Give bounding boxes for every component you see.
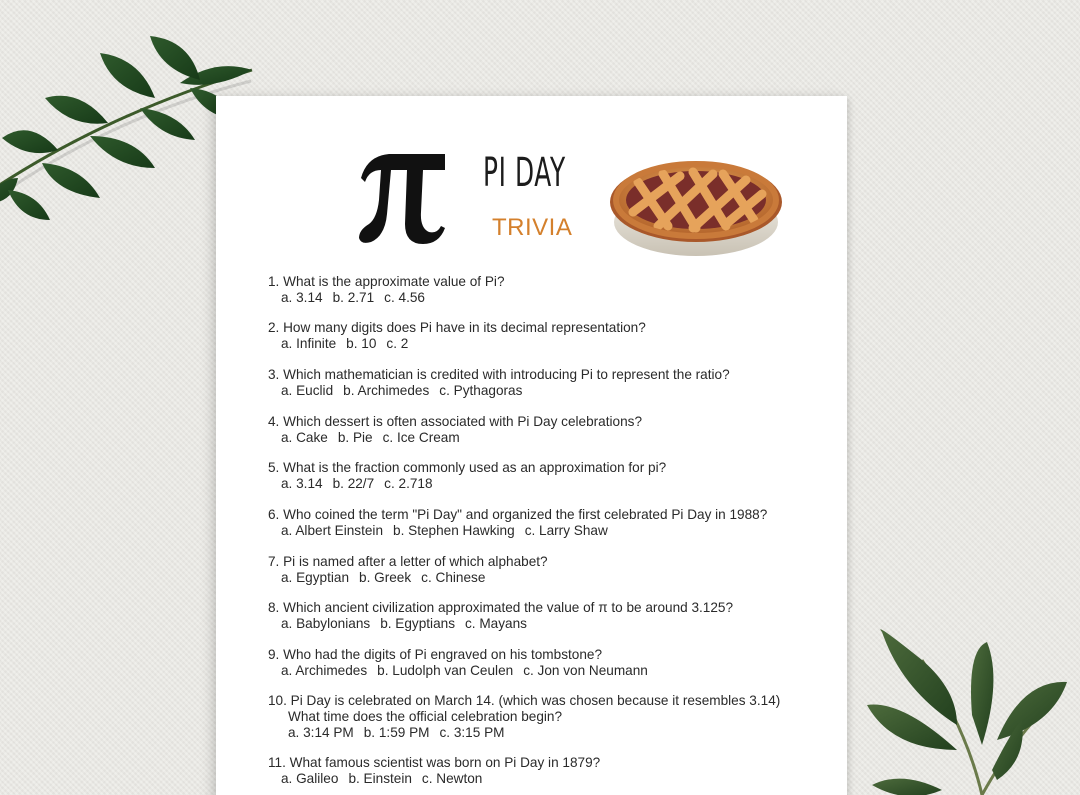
question-text: 9. Who had the digits of Pi engraved on his tombstone? (268, 647, 603, 662)
answer-option: b. 1:59 PM (363, 725, 430, 740)
answer-option: c. Newton (421, 771, 483, 786)
question-item (268, 600, 828, 632)
answer-option: b. 22/7 (332, 476, 375, 491)
answer-option: b. 10 (346, 336, 377, 351)
answer-option: a. Egyptian (281, 570, 350, 585)
answer-option: a. 3.14 (281, 290, 323, 305)
answer-option: b. Greek (359, 570, 412, 585)
question-item (268, 274, 828, 306)
answer-option: a. Cake (281, 430, 328, 445)
answer-option: b. Ludolph van Ceulen (377, 663, 514, 678)
answer-option: c. 2 (386, 336, 409, 351)
answer-option: c. 4.56 (384, 290, 425, 305)
answer-option: b. Einstein (348, 771, 412, 786)
question-text: 2. How many digits does Pi have in its decimal representation? (268, 320, 646, 335)
answer-options (268, 616, 828, 632)
answer-option: c. Larry Shaw (524, 523, 608, 538)
answer-option: b. Stephen Hawking (393, 523, 515, 538)
answer-option: a. 3.14 (281, 476, 323, 491)
question-item (268, 554, 828, 586)
question-text: 7. Pi is named after a letter of which alphabet? (268, 554, 548, 569)
answer-option: a. Euclid (281, 383, 334, 398)
question-text: 11. What famous scientist was born on Pi Day in 1879? (268, 755, 601, 770)
answer-option: a. Albert Einstein (281, 523, 384, 538)
question-item (268, 647, 828, 679)
page-title: PI DAY (483, 150, 566, 196)
answer-option: a. Babylonians (281, 616, 371, 631)
question-subtext: What time does the official celebration begin? (288, 709, 563, 724)
answer-options (268, 430, 828, 446)
answer-option: b. 2.71 (332, 290, 375, 305)
pi-symbol-icon (357, 150, 449, 245)
question-item (268, 320, 828, 352)
answer-option: a. Galileo (281, 771, 339, 786)
question-item (268, 367, 828, 399)
question-text: 10. Pi Day is celebrated on March 14. (which was chosen because it resembles 3.14) (268, 693, 781, 708)
question-item (268, 693, 828, 741)
answer-options (268, 523, 828, 539)
answer-option: c. 2.718 (384, 476, 433, 491)
answer-option: c. Ice Cream (382, 430, 460, 445)
answer-options (268, 771, 828, 787)
answer-options (268, 570, 828, 586)
answer-options (268, 290, 828, 306)
question-text: 4. Which dessert is often associated with Pi Day celebrations? (268, 414, 643, 429)
answer-option: b. Pie (337, 430, 373, 445)
pie-icon (608, 148, 784, 260)
answer-option: a. Archimedes (281, 663, 368, 678)
answer-options (268, 336, 828, 352)
answer-option: b. Egyptians (380, 616, 455, 631)
page-subtitle: TRIVIA (492, 214, 573, 241)
question-text: 8. Which ancient civilization approximated the value of π to be around 3.125? (268, 600, 734, 615)
answer-option: a. Infinite (281, 336, 337, 351)
question-item (268, 507, 828, 539)
answer-options (268, 476, 828, 492)
leaf-branch-icon (862, 620, 1080, 795)
question-text: 6. Who coined the term "Pi Day" and organized the first celebrated Pi Day in 1988? (268, 507, 768, 522)
question-text: 3. Which mathematician is credited with introducing Pi to represent the ratio? (268, 367, 730, 382)
question-item (268, 755, 828, 787)
answer-option: c. Pythagoras (439, 383, 523, 398)
answer-options (268, 663, 828, 679)
question-text: 5. What is the fraction commonly used as an approximation for pi? (268, 460, 667, 475)
answer-option: c. 3:15 PM (439, 725, 505, 740)
answer-options (268, 725, 828, 741)
answer-option: c. Mayans (465, 616, 527, 631)
question-text: 1. What is the approximate value of Pi? (268, 274, 505, 289)
question-item (268, 414, 828, 446)
answer-option: c. Jon von Neumann (523, 663, 648, 678)
answer-option: b. Archimedes (343, 383, 430, 398)
question-item (268, 460, 828, 492)
answer-option: c. Chinese (421, 570, 486, 585)
answer-option: a. 3:14 PM (288, 725, 354, 740)
answer-options (268, 383, 828, 399)
